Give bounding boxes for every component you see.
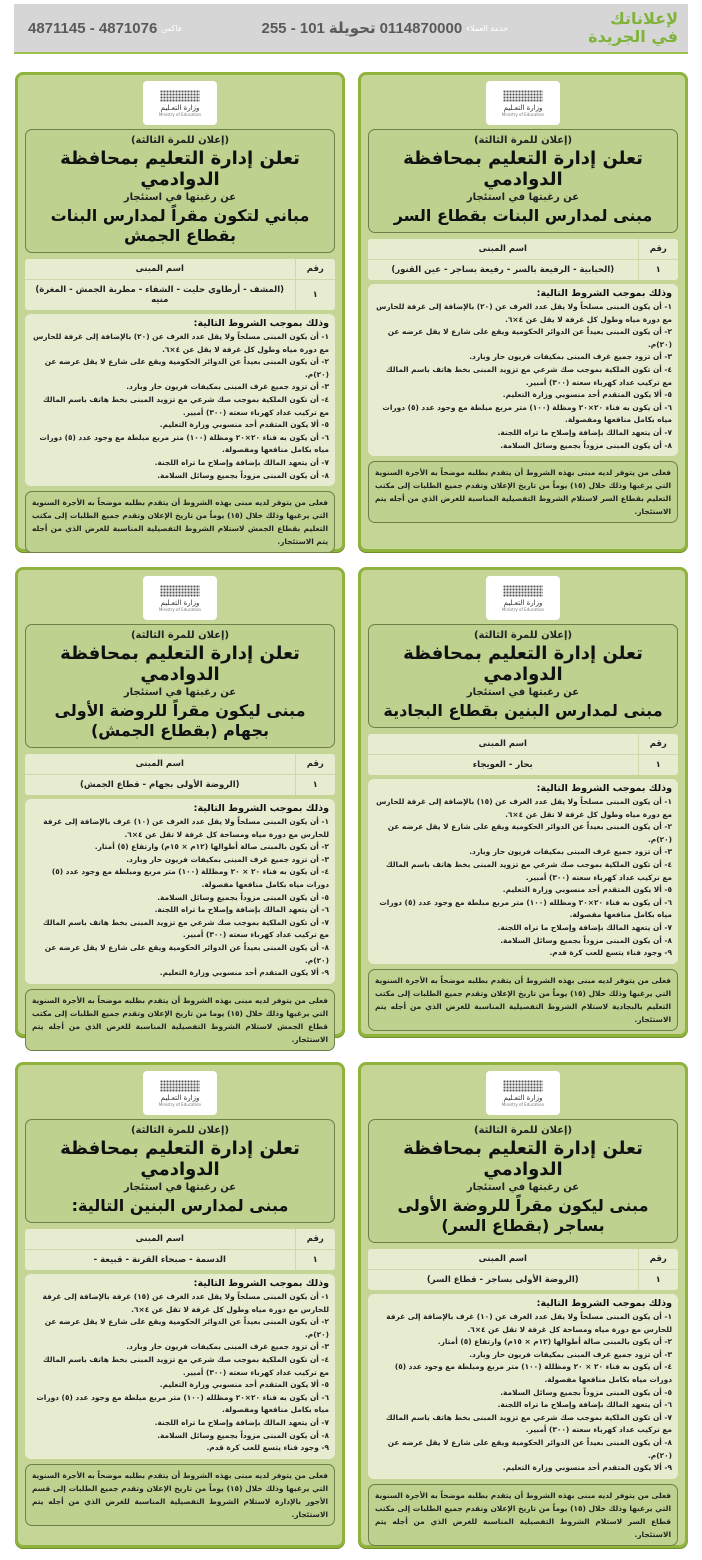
condition-item: ٧- أن تكون الملكية بموجب صك شرعي مع تزويد المبنى بخط هاتف باسم المالك مع تركيب عداد كهرباء سعته (٣٠٠) أمبير. xyxy=(385,1412,672,1435)
ministry-of-education-logo xyxy=(486,576,560,620)
newspaper-ad-header xyxy=(14,4,688,54)
conditions-box xyxy=(368,284,678,456)
header-num: رقم xyxy=(295,259,335,280)
condition-item: ٧- أن يتعهد المالك بإضافة وإصلاح ما تراه اللجنة. xyxy=(497,922,672,932)
header-num: رقم xyxy=(638,734,678,755)
row-num: ١ xyxy=(295,1250,335,1271)
third-notice-label: (إعلان للمرة الثالثة) xyxy=(130,1125,230,1136)
logo-arabic-text: وزارة التعـليم xyxy=(160,103,200,112)
building-heading: مبنى لمدارس البنات بقطاع السر xyxy=(393,206,653,225)
row-building-name: بحار - العويجاء xyxy=(472,760,533,770)
condition-item: ٥- ألا يكون المتقدم أحد منسوبي وزارة التعليم. xyxy=(502,885,672,895)
condition-item: ٥- ألا يكون المتقدم أحد منسوبي وزارة التعليم. xyxy=(159,1380,329,1390)
condition-item: ٣- أن تزود جميع غرف المبنى بمكيفات فريون حار وبارد. xyxy=(126,854,329,864)
condition-item: ٥- أن يكون المبنى مزوداً بجميع وسائل السلامة. xyxy=(500,1387,672,1397)
building-heading: مبنى لمدارس البنين التالية: xyxy=(71,1196,289,1215)
condition-item: ٧- أن يتعهد المالك بإضافة وإصلاح ما تراه اللجنة. xyxy=(497,427,672,437)
third-notice-label: (إعلان للمرة الثالثة) xyxy=(473,135,573,146)
fax-info xyxy=(28,20,182,37)
closing-paragraph: فعلى من يتوفر لديه مبنى بهذه الشروط أن يتقدم بطلبه موضحاً به الأجرة السنوية التي يرغبها وذلك خلال (١٥) يوماً من تاريخ الإعلان وتقدم جميع الطلبات إلى قسم الأجور بالإدارة لاستلام الشروط التفصيلية المناسبة للغرض الذي من أجله يتم الاستئجار. xyxy=(25,1464,335,1526)
row-num: ١ xyxy=(638,260,678,281)
header-building-name: اسم المبنى xyxy=(25,754,295,775)
table-header-row xyxy=(368,1249,678,1270)
third-notice-label: (إعلان للمرة الثالثة) xyxy=(130,630,230,641)
buildings-table xyxy=(368,734,678,775)
conditions-box xyxy=(25,1274,335,1459)
service-number: 0114870000 xyxy=(379,19,463,37)
logo-arabic-text: وزارة التعـليم xyxy=(160,1093,200,1102)
condition-item: ٤- أن يكون به فناء ٢٠ × ٢٠ ومظللة (١٠٠) متر مربع ومبلطة مع وجود عدد (٥) دورات مياه بكامل منافعها مفصولة. xyxy=(394,1362,672,1384)
logo-english-text: Ministry of Education xyxy=(501,111,545,117)
announcement-title: تعلن إدارة التعليم بمحافظة الدوادمي xyxy=(403,1138,643,1180)
condition-item: ٨- أن يكون المبنى مزوداً بجميع وسائل السلامة. xyxy=(157,1430,329,1440)
condition-item: ٩- وجود فناء يتسع للعب كرة قدم. xyxy=(206,1443,329,1453)
building-heading: مبنى ليكون مقراً للروضة الأولى بجهام (بقطاع الجمش) xyxy=(54,701,306,740)
header-building-name: اسم المبنى xyxy=(368,1249,638,1270)
buildings-table xyxy=(25,1229,335,1270)
header-num: رقم xyxy=(638,1249,678,1270)
logo-dots-icon xyxy=(160,585,200,597)
logo-english-text: Ministry of Education xyxy=(158,1101,202,1107)
condition-item: ٥- ألا يكون المتقدم أحد منسوبي وزارة التعليم. xyxy=(502,390,672,400)
conditions-title: وذلك بموجب الشروط التالية: xyxy=(536,288,672,299)
announcement-subtitle: عن رغبتها في استئجار xyxy=(123,687,237,698)
closing-paragraph: فعلى من يتوفر لديه مبنى بهذه الشروط أن يتقدم بطلبه موضحاً به الأجرة السنوية التي يرغبها وذلك خلال (١٥) يوماً من تاريخ الإعلان وتقدم جميع الطلبات إلى مكتب التعليم بالبجادية لاستلام الشروط التفصيلية المناسبة للغرض الذي من أجله يتم الاستئجار. xyxy=(368,969,678,1031)
conditions-title: وذلك بموجب الشروط التالية: xyxy=(193,1278,329,1289)
condition-item: ١- أن يكون المبنى مسلحاً ولا يقل عدد الغرف عن (٢٠) بالإضافة إلى غرفة للحارس مع دورة مياه وطول كل غرفة لا يقل عن ٤×٦. xyxy=(376,302,672,324)
condition-item: ١- أن يكون المبنى مسلحاً ولا يقل عدد الغرف عن (١٥) بالإضافة إلى غرفة للحارس مع دورة مياه وطول كل غرفة لا تقل عن ٤×٦. xyxy=(376,797,672,819)
ad-card-sir-girls xyxy=(358,72,688,552)
table-row xyxy=(25,280,335,311)
ministry-logo-wrap xyxy=(25,576,335,620)
conditions-title: وذلك بموجب الشروط التالية: xyxy=(193,803,329,814)
third-notice-label: (إعلان للمرة الثالثة) xyxy=(130,135,230,146)
table-row xyxy=(25,775,335,796)
announcement-title: تعلن إدارة التعليم بمحافظة الدوادمي xyxy=(403,148,643,190)
condition-item: ١- أن يكون المبنى مسلحاً ولا يقل عدد الغرف عن (١٥) غرفة بالإضافة إلى غرفة للحارس مع دورة مياه وطول كل غرفة لا تقل عن ٤×٦. xyxy=(42,1292,329,1314)
condition-item: ٤- أن تكون الملكية بموجب صك شرعي مع تزويد المبنى بخط هاتف باسم المالك مع تركيب عداد كهرباء سعته (٣٠٠) أمبير. xyxy=(42,394,329,417)
header-building-name: اسم المبنى xyxy=(25,1229,295,1250)
announcement-subtitle: عن رغبتها في استئجار xyxy=(466,1182,580,1193)
table-header-row xyxy=(25,1229,335,1250)
table-row xyxy=(368,1270,678,1291)
announcement-title: تعلن إدارة التعليم بمحافظة الدوادمي xyxy=(60,1138,300,1180)
row-building-name: (المشف - أرطاوي حليت - الشفاء - مطربة الجمش - المغرة) منيه xyxy=(35,285,285,305)
condition-item: ٨- أن يكون المبنى بعيداً عن الدوائر الحكومية ويقع على شارع لا يقل عرضه عن (٢٠)م. xyxy=(387,1437,672,1460)
condition-item: ٣- أن تزود جميع غرف المبنى بمكيفات فريون حار وبارد. xyxy=(469,847,672,857)
announcement-heading-box xyxy=(25,624,335,748)
condition-item: ٧- أن تكون الملكية بموجب صك شرعي مع تزويد المبنى بخط هاتف باسم المالك مع تركيب عداد كهرباء سعته (٣٠٠) أمبير. xyxy=(42,917,329,940)
ministry-logo-wrap xyxy=(368,1071,678,1115)
row-building-name: (الروضة الأولى بساجر - قطاع السر) xyxy=(426,1275,579,1285)
logo-dots-icon xyxy=(503,90,543,102)
conditions-list xyxy=(31,816,329,980)
brand-line-1: لإعلاناتك xyxy=(610,9,678,28)
logo-arabic-text: وزارة التعـليم xyxy=(503,1093,543,1102)
row-num: ١ xyxy=(638,755,678,776)
announcement-heading-box xyxy=(368,624,678,728)
header-building-name: اسم المبنى xyxy=(368,239,638,260)
logo-english-text: Ministry of Education xyxy=(501,1101,545,1107)
table-header-row xyxy=(25,754,335,775)
conditions-list xyxy=(374,1311,672,1475)
announcement-heading-box xyxy=(368,129,678,233)
buildings-table xyxy=(368,1249,678,1290)
third-notice-label: (إعلان للمرة الثالثة) xyxy=(473,1125,573,1136)
announcement-subtitle: عن رغبتها في استئجار xyxy=(123,1182,237,1193)
conditions-title: وذلك بموجب الشروط التالية: xyxy=(536,783,672,794)
extension-label: تحويلة xyxy=(328,19,376,37)
table-row xyxy=(368,755,678,776)
brand-logo xyxy=(588,10,678,46)
customer-service-info xyxy=(262,19,509,37)
row-building-name: (الحبابية - الرفيعة بالسر - رفيعة بساجر - عين القنور) xyxy=(391,265,615,275)
header-building-name: اسم المبنى xyxy=(368,734,638,755)
buildings-table xyxy=(25,754,335,795)
ad-card-boys-schools xyxy=(15,1062,345,1548)
condition-item: ٢- أن يكون المبنى بعيداً عن الدوائر الحكومية ويقع على شارع لا يقل عرضه عن (٢٠)م. xyxy=(387,327,672,349)
condition-item: ٤- أن تكون الملكية بموجب صك شرعي مع تزويد المبنى بخط هاتف باسم المالك مع تركيب عداد كهرباء سعته (٣٠٠) أمبير. xyxy=(385,364,672,387)
conditions-title: وذلك بموجب الشروط التالية: xyxy=(193,318,329,329)
ministry-logo-wrap xyxy=(25,81,335,125)
ad-card-jaham-kindergarten xyxy=(15,567,345,1044)
announcement-subtitle: عن رغبتها في استئجار xyxy=(466,192,580,203)
condition-item: ١- أن يكون المبنى مسلحاً ولا يقل عدد الغرف عن (١٠) غرف بالإضافة إلى غرفة للحارس مع دورة مياه ومساحة كل غرفة لا تقل عن ٤×٦. xyxy=(43,817,329,839)
buildings-table xyxy=(368,239,678,280)
ministry-of-education-logo xyxy=(143,81,217,125)
condition-item: ٩- ألا يكون المتقدم أحد منسوبي وزارة التعليم. xyxy=(502,1463,672,1473)
building-heading: مبنى لمدارس البنين بقطاع البجادية xyxy=(383,701,663,720)
brand-line-2: في الجريدة xyxy=(588,27,678,46)
row-num: ١ xyxy=(295,775,335,796)
header-num: رقم xyxy=(295,754,335,775)
condition-item: ٣- أن تزود جميع غرف المبنى بمكيفات فريون حار وبارد. xyxy=(126,1342,329,1352)
logo-arabic-text: وزارة التعـليم xyxy=(503,103,543,112)
condition-item: ٦- أن يكون به فناء ٢٠×٢٠ ومظلة (١٠٠) متر مربع مبلطة مع وجود عدد (٥) دورات مياه بكامل منافعها ومفصولة. xyxy=(382,402,672,425)
condition-item: ٢- أن يكون المبنى بعيداً عن الدوائر الحكومية ويقع على شارع لا يقل عرضه عن (٢٠)م. xyxy=(44,357,329,379)
condition-item: ٧- أن يتعهد المالك بإضافة وإصلاح ما تراه اللجنة. xyxy=(154,457,329,467)
conditions-list xyxy=(374,301,672,452)
closing-paragraph: فعلى من يتوفر لديه مبنى بهذه الشروط أن يتقدم بطلبه موضحاً به الأجرة السنوية التي يرغبها وذلك خلال (١٥) يوماً من تاريخ الإعلان وتقدم جميع الطلبات إلى مكتب التعليم بقطاع الجمش لاستلام الشروط التفصيلية المناسبة للغرض الذي من أجله يتم الاستئجار. xyxy=(25,491,335,553)
ministry-of-education-logo xyxy=(143,1071,217,1115)
closing-paragraph: فعلى من يتوفر لديه مبنى بهذه الشروط أن يتقدم بطلبه موضحاً به الأجرة السنوية التي يرغبها وذلك خلال (١٥) يوماً من تاريخ الإعلان وتقدم جميع الطلبات إلى مكتب التعليم بقطاع السر لاستلام الشروط التفصيلية المناسبة للغرض الذي من أجله يتم الاستئجار. xyxy=(368,461,678,523)
service-label: خدمة العملاء xyxy=(466,23,509,33)
condition-item: ١- أن يكون المبنى مسلحاً ولا يقل عدد الغرف عن (١٠) غرف بالإضافة إلى غرفة للحارس مع دورة مياه ومساحة كل غرفة لا تقل عن ٤×٦. xyxy=(386,1312,672,1334)
header-num: رقم xyxy=(295,1229,335,1250)
conditions-box xyxy=(368,779,678,964)
condition-item: ٨- أن يكون المبنى مزوداً بجميع وسائل السلامة. xyxy=(157,470,329,480)
announcement-title: تعلن إدارة التعليم بمحافظة الدوادمي xyxy=(403,643,643,685)
ministry-logo-wrap xyxy=(368,81,678,125)
condition-item: ٩- ألا يكون المتقدم أحد منسوبي وزارة التعليم. xyxy=(159,968,329,978)
fax-label: فاكس xyxy=(161,23,182,33)
ad-card-jamsh-girls xyxy=(15,72,345,552)
conditions-list xyxy=(31,1291,329,1455)
condition-item: ٦- أن يتعهد المالك بإضافة وإصلاح ما تراه اللجنة. xyxy=(154,905,329,915)
logo-arabic-text: وزارة التعـليم xyxy=(503,598,543,607)
announcement-subtitle: عن رغبتها في استئجار xyxy=(123,192,237,203)
condition-item: ٢- أن يكون بالمبنى صالة أطوالها (١٢م × ١٥م) وارتفاع (٥) أمتار. xyxy=(437,1337,672,1347)
ministry-logo-wrap xyxy=(25,1071,335,1115)
conditions-title: وذلك بموجب الشروط التالية: xyxy=(536,1298,672,1309)
logo-english-text: Ministry of Education xyxy=(158,606,202,612)
announcement-heading-box xyxy=(368,1119,678,1243)
condition-item: ٦- أن يتعهد المالك بإضافة وإصلاح ما تراه اللجنة. xyxy=(497,1400,672,1410)
fax-numbers: 4871145 - 4871076 xyxy=(28,19,158,37)
condition-item: ٢- أن يكون المبنى بعيداً عن الدوائر الحكومية ويقع على شارع لا يقل عرضه عن (٢٠)م. xyxy=(387,822,672,844)
building-heading: مبنى ليكون مقراً للروضة الأولى بساجر (بقطاع السر) xyxy=(397,1196,649,1235)
condition-item: ٥- أن يكون المبنى مزوداً بجميع وسائل السلامة. xyxy=(157,892,329,902)
logo-english-text: Ministry of Education xyxy=(501,606,545,612)
ad-card-bijadiya-boys xyxy=(358,567,688,1037)
conditions-list xyxy=(374,796,672,960)
conditions-box xyxy=(25,799,335,984)
third-notice-label: (إعلان للمرة الثالثة) xyxy=(473,630,573,641)
logo-english-text: Ministry of Education xyxy=(158,111,202,117)
condition-item: ٨- أن يكون المبنى مزوداً بجميع وسائل السلامة. xyxy=(500,935,672,945)
condition-item: ٥- ألا يكون المتقدم أحد منسوبي وزارة التعليم. xyxy=(159,420,329,430)
conditions-box xyxy=(25,314,335,486)
ad-card-sajir-kindergarten xyxy=(358,1062,688,1548)
ministry-logo-wrap xyxy=(368,576,678,620)
announcement-heading-box xyxy=(25,1119,335,1223)
extension-numbers: 255 - 101 xyxy=(261,19,325,37)
condition-item: ٣- أن تزود جميع غرف المبنى بمكيفات فريون حار وبارد. xyxy=(469,352,672,362)
condition-item: ٧- أن يتعهد المالك بإضافة وإصلاح ما تراه اللجنة. xyxy=(154,1417,329,1427)
row-num: ١ xyxy=(638,1270,678,1291)
condition-item: ٢- أن يكون المبنى بعيداً عن الدوائر الحكومية ويقع على شارع لا يقل عرضه عن (٢٠)م. xyxy=(44,1317,329,1339)
table-header-row xyxy=(368,239,678,260)
logo-dots-icon xyxy=(160,90,200,102)
building-heading: مباني لتكون مقراً لمدارس البنات بقطاع الجمش xyxy=(50,206,310,245)
ministry-of-education-logo xyxy=(143,576,217,620)
logo-dots-icon xyxy=(503,585,543,597)
ministry-of-education-logo xyxy=(486,81,560,125)
logo-dots-icon xyxy=(160,1080,200,1092)
header-num: رقم xyxy=(638,239,678,260)
condition-item: ٣- أن تزود جميع غرف المبنى بمكيفات فريون حار وبارد. xyxy=(126,382,329,392)
logo-arabic-text: وزارة التعـليم xyxy=(160,598,200,607)
table-header-row xyxy=(25,259,335,280)
condition-item: ٢- أن يكون بالمبنى صالة أطوالها (١٢م × ١٥م) وارتفاع (٥) أمتار. xyxy=(94,842,329,852)
row-building-name: (الروضة الأولى بجهام - قطاع الجمش) xyxy=(79,780,240,790)
ministry-of-education-logo xyxy=(486,1071,560,1115)
table-header-row xyxy=(368,734,678,755)
condition-item: ٤- أن يكون به فناء ٢٠ × ٢٠ ومظللة (١٠٠) متر مربع ومبلطة مع وجود عدد (٥) دورات مياه بكامل منافعها مفصولة. xyxy=(51,867,329,889)
announcement-subtitle: عن رغبتها في استئجار xyxy=(466,687,580,698)
table-row xyxy=(368,260,678,281)
condition-item: ٨- أن يكون المبنى مزوداً بجميع وسائل السلامة. xyxy=(500,440,672,450)
conditions-box xyxy=(368,1294,678,1479)
condition-item: ٨- أن يكون المبنى بعيداً عن الدوائر الحكومية ويقع على شارع لا يقل عرضه عن (٢٠)م. xyxy=(44,942,329,965)
announcement-title: تعلن إدارة التعليم بمحافظة الدوادمي xyxy=(60,148,300,190)
condition-item: ٩- وجود فناء يتسع للعب كرة قدم. xyxy=(549,948,672,958)
table-row xyxy=(25,1250,335,1271)
logo-dots-icon xyxy=(503,1080,543,1092)
conditions-list xyxy=(31,331,329,482)
condition-item: ١- أن يكون المبنى مسلحاً ولا يقل عدد الغرف عن (٢٠) بالإضافة إلى غرفة للحارس مع دورة مياه وطول كل غرفة لا يقل عن ٤×٦. xyxy=(33,332,329,354)
buildings-table xyxy=(25,259,335,310)
header-building-name: اسم المبنى xyxy=(25,259,295,280)
condition-item: ٣- أن تزود جميع غرف المبنى بمكيفات فريون حار وبارد. xyxy=(469,1349,672,1359)
announcement-title: تعلن إدارة التعليم بمحافظة الدوادمي xyxy=(60,643,300,685)
condition-item: ٤- أن تكون الملكية بموجب صك شرعي مع تزويد المبنى بخط هاتف باسم المالك مع تركيب عداد كهرباء سعته (٣٠٠) أمبير. xyxy=(42,1354,329,1377)
row-building-name: الدسمة - صبحاء القرنة - قبيعة - xyxy=(93,1255,226,1265)
condition-item: ٦- أن يكون به فناء ٢٠×٢٠ ومظلله (١٠٠) متر مربع مبلطة مع وجود عدد (٥) دورات مياه بكامل منافعها ومفصولة. xyxy=(36,1392,329,1415)
row-num: ١ xyxy=(295,280,335,311)
condition-item: ٦- أن يكون به فناء ٢٠×٢٠ ومظلة (١٠٠) متر مربع مبلطة مع وجود عدد (٥) دورات مياه بكامل منافعها ومفصولة. xyxy=(39,432,329,455)
closing-paragraph: فعلى من يتوفر لديه مبنى بهذه الشروط أن يتقدم بطلبه موضحاً به الأجرة السنوية التي يرغبها وذلك خلال (١٥) يوماً من تاريخ الإعلان وتقدم جميع الطلبات إلى مكتب قطاع السر لاستلام الشروط التفصيلية المناسبة للغرض الذي من أجله يتم الاستئجار. xyxy=(368,1484,678,1546)
condition-item: ٦- أن يكون به فناء ٢٠×٢٠ ومظلله (١٠٠) متر مربع مبلطة مع وجود عدد (٥) دورات مياه بكامل منافعها مفصولة. xyxy=(379,897,672,920)
condition-item: ٤- أن تكون الملكية بموجب صك شرعي مع تزويد المبنى بخط هاتف باسم المالك مع تركيب عداد كهرباء سعته (٣٠٠) أمبير. xyxy=(385,859,672,882)
announcement-heading-box xyxy=(25,129,335,253)
closing-paragraph: فعلى من يتوفر لديه مبنى بهذه الشروط أن يتقدم بطلبه موضحاً به الأجرة السنوية التي يرغبها وذلك خلال (١٥) يوما من تاريخ الإعلان وتقدم جميع الطلبات إلى مكتب قطاع الجمش لاستلام الشروط التفصيلية المناسبة للغرض الذي من أجله يتم الاستئجار. xyxy=(25,989,335,1051)
